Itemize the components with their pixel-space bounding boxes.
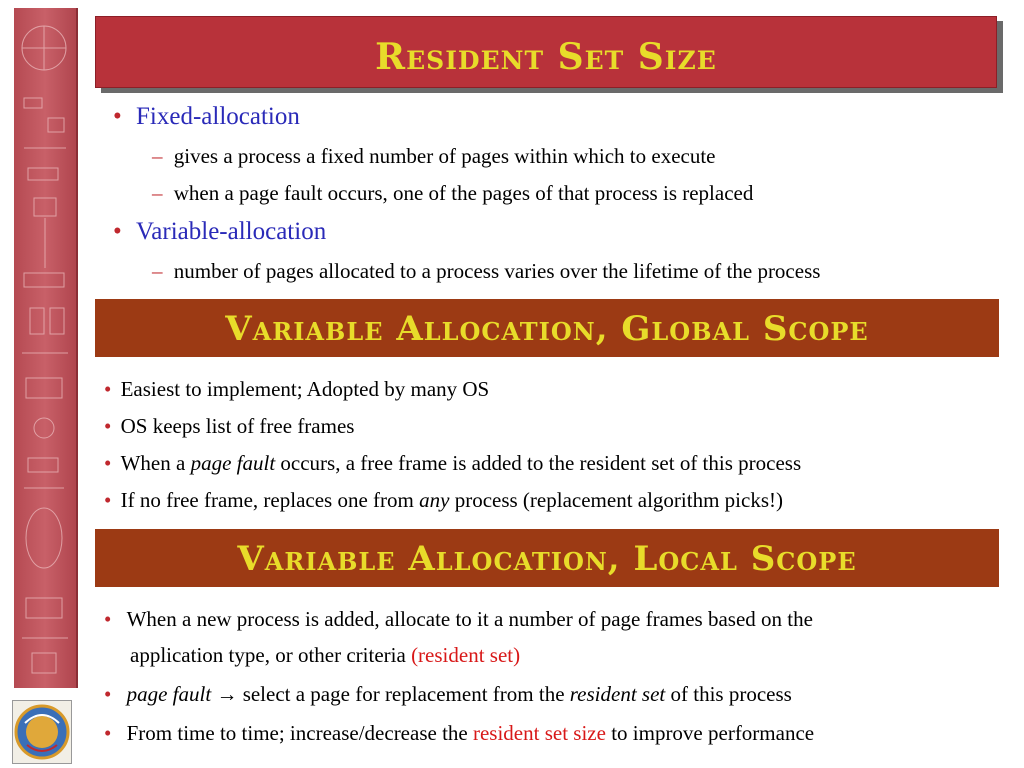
list-subitem: – when a page fault occurs, one of the pages of that process is replaced bbox=[152, 181, 754, 205]
fixed-allocation-label: Fixed-allocation bbox=[136, 103, 300, 130]
list-subitem: – number of pages allocated to a process varies over the lifetime of the process bbox=[152, 259, 821, 283]
dash-icon: – bbox=[152, 144, 163, 168]
bullet-icon: • bbox=[104, 451, 112, 475]
variable-allocation-label: Variable-allocation bbox=[136, 218, 327, 245]
list-item: • When a new process is added, allocate to it a number of page frames based on the bbox=[104, 607, 813, 631]
decorative-side-strip bbox=[14, 8, 78, 688]
bullet-icon: • bbox=[104, 721, 112, 745]
slide-title: Resident Set Size bbox=[95, 16, 997, 88]
list-item: • From time to time; increase/decrease the resident set size to improve performance bbox=[104, 721, 815, 745]
arrow-icon: → bbox=[211, 682, 243, 706]
bullet-icon: • bbox=[113, 218, 122, 245]
dash-icon: – bbox=[152, 259, 163, 283]
list-item: • page fault → select a page for replacement from the resident set of this process bbox=[104, 682, 792, 706]
bullet-icon: • bbox=[104, 682, 112, 706]
bullet-icon: • bbox=[104, 607, 112, 631]
list-item: • OS keeps list of free frames bbox=[104, 414, 355, 438]
section-heading-global-scope: Variable Allocation, Global Scope bbox=[95, 299, 999, 357]
list-item bbox=[113, 103, 300, 131]
bullet-icon: • bbox=[113, 103, 122, 130]
list-item: • When a page fault occurs, a free frame is added to the resident set of this process bbox=[104, 451, 802, 475]
list-item: • Easiest to implement; Adopted by many OS bbox=[104, 377, 490, 401]
bullet-icon: • bbox=[104, 488, 112, 512]
section-heading-local-scope: Variable Allocation, Local Scope bbox=[95, 529, 999, 587]
list-item-continuation: application type, or other criteria (resident set) bbox=[130, 643, 521, 667]
list-item: • If no free frame, replaces one from any process (replacement algorithm picks!) bbox=[104, 488, 783, 512]
bullet-icon: • bbox=[104, 414, 112, 438]
conference-logo bbox=[12, 700, 72, 764]
list-subitem: – gives a process a fixed number of pages within which to execute bbox=[152, 144, 716, 168]
list-item bbox=[113, 218, 326, 246]
dash-icon: – bbox=[152, 181, 163, 205]
bullet-icon: • bbox=[104, 377, 112, 401]
